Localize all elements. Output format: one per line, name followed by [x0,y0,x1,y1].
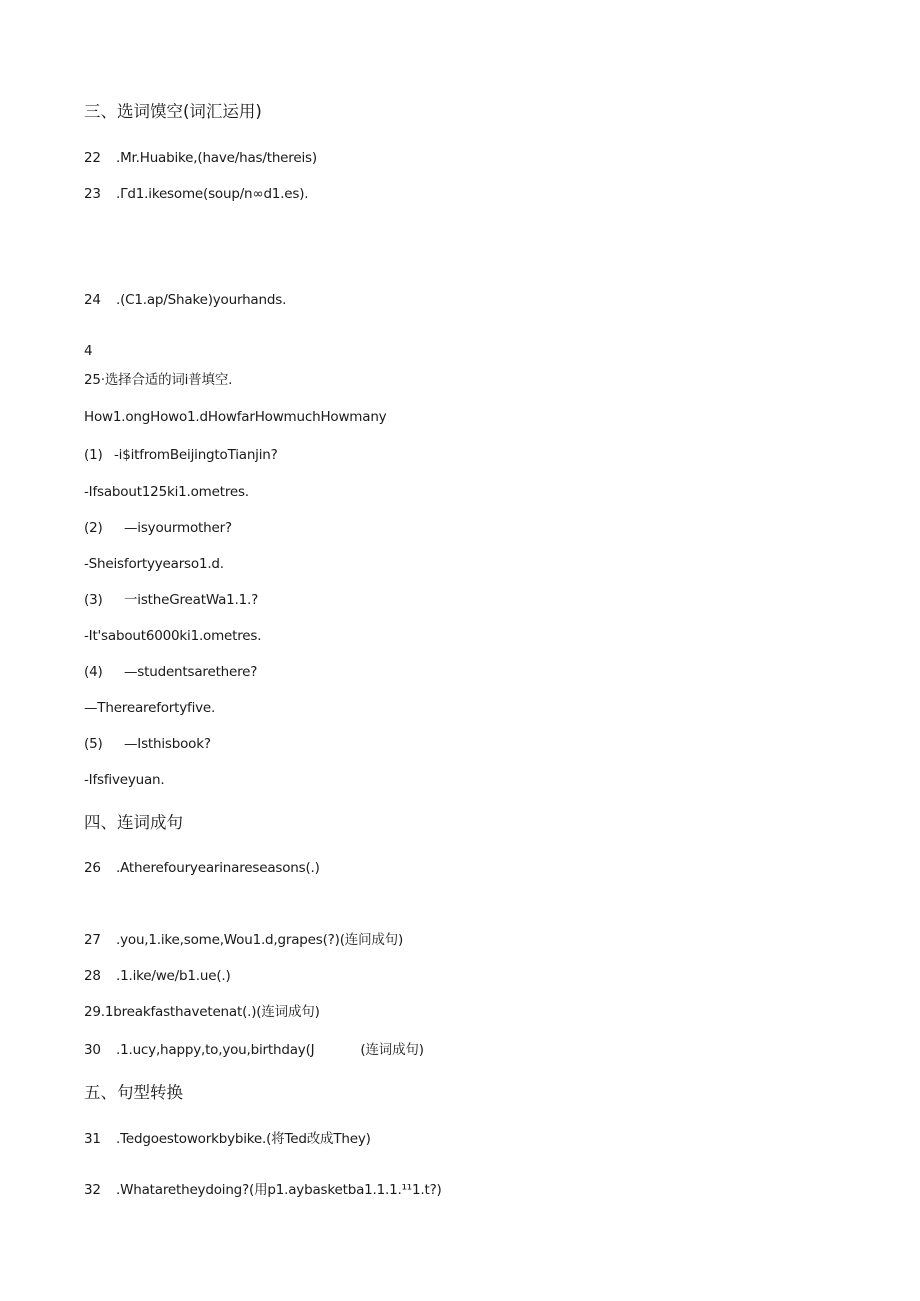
question-26 [84,859,320,877]
section-heading-3: 三、选词馍空(词汇运用) [84,102,262,121]
sub-answer-5: -Ifsfiveyuan. [84,772,165,788]
sub-question-number: (5) [84,736,103,752]
sub-question-text: 一istheGreatWa1.1.? [124,592,259,608]
question-text: .Tedgoestoworkbybike.(将Ted改成They) [116,1131,371,1147]
question-number: 28 [84,968,101,984]
question-text: .Atherefouryearinareseasons(.) [116,860,320,876]
question-25-title: 25·选择合适的词i普填空. [84,372,233,388]
question-32 [84,1181,442,1199]
question-31 [84,1130,371,1148]
sub-question-text: -i$itfromBeijingtoTianjin? [114,447,278,463]
word-options: How1.ongHowo1.dHowfarHowmuchHowmany [84,409,387,425]
question-number: 27 [84,932,101,948]
sub-question-text: —studentsarethere? [124,664,258,680]
question-text: .1.ike/we∕b1.ue(.) [116,968,231,984]
sub-question-text: —Isthisbook? [124,736,211,752]
question-29: 29.1breakfasthavetenat(.)(连词成句) [84,1004,320,1020]
sub-answer-1: -Ifsabout125ki1.ometres. [84,484,249,500]
section-heading-5: 五、句型转换 [84,1083,183,1102]
question-30 [84,1041,424,1059]
question-number: 32 [84,1182,101,1198]
question-text: .you,1.ike,some,Wou1.d,grapes(?)(连问成句) [116,932,404,948]
sub-answer-4: —Therearefortyfive. [84,700,216,716]
question-number: 23 [84,186,101,202]
question-text: .Mr.Huabike,(have/has/thereis) [116,150,317,166]
section-heading-4: 四、连词成句 [84,813,183,832]
sub-question-number: (3) [84,592,103,608]
question-number: 31 [84,1131,101,1147]
question-22 [84,149,317,167]
question-24 [84,291,286,309]
question-27 [84,931,403,949]
sub-question-number: (4) [84,664,103,680]
sub-question-2 [84,519,232,537]
question-number: 22 [84,150,101,166]
question-number: 26 [84,860,101,876]
question-number: 30 [84,1042,101,1058]
question-23 [84,185,308,203]
question-text: .1.ucy,happy,to,you,birthday(J [116,1042,315,1058]
question-text: .Whataretheydoing?(用p1.aybasketba1.1.1.¹¹1.t?) [116,1182,442,1198]
sub-question-1 [84,446,278,464]
sub-question-number: (1) [84,447,103,463]
question-instruction: (连词成句) [360,1042,424,1058]
stray-number: 4 [84,343,93,359]
sub-question-3 [84,591,258,609]
sub-answer-2: -Sheisfortyyearso1.d. [84,556,224,572]
sub-question-4 [84,663,257,681]
question-number: 24 [84,292,101,308]
sub-answer-3: -It'sabout6000ki1.ometres. [84,628,262,644]
question-text: .Γd1.ikesome(soup/n∞d1.es). [116,186,309,202]
sub-question-number: (2) [84,520,103,536]
question-text: .(C1.ap/Shake)yourhands. [116,292,287,308]
sub-question-5 [84,735,211,753]
sub-question-text: —isyourmother? [124,520,232,536]
question-28 [84,967,231,985]
